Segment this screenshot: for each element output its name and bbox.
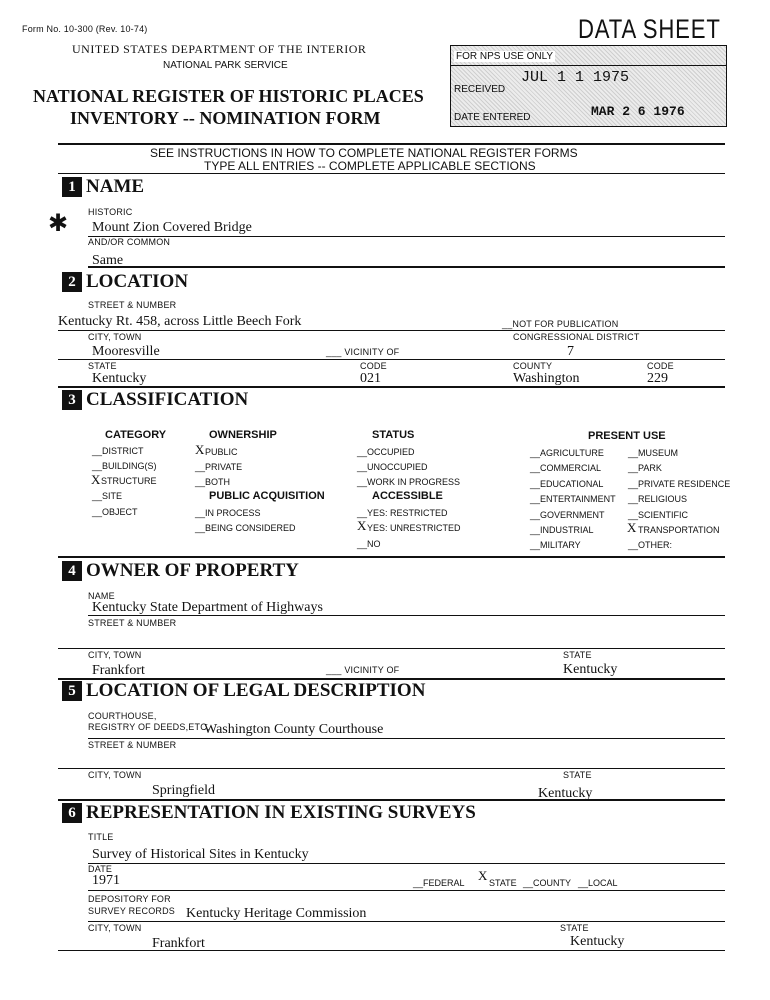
use-commercial[interactable]: __COMMERCIAL bbox=[530, 463, 602, 473]
use-scientific[interactable]: __SCIENTIFIC bbox=[628, 510, 689, 520]
survey-title: Survey of Historical Sites in Kentucky bbox=[92, 847, 309, 862]
survey-date-label: DATE bbox=[88, 864, 113, 874]
depository-value: Kentucky Heritage Commission bbox=[186, 906, 367, 921]
location-county: Washington bbox=[513, 371, 580, 386]
owner-state: Kentucky bbox=[563, 662, 618, 677]
own-public-mark: X bbox=[195, 442, 205, 457]
cat-district[interactable]: __DISTRICT bbox=[92, 446, 144, 456]
service: NATIONAL PARK SERVICE bbox=[163, 60, 288, 71]
level-state-mark: X bbox=[478, 868, 488, 883]
cat-object[interactable]: __OBJECT bbox=[92, 507, 138, 517]
date-entered-label: DATE ENTERED bbox=[454, 112, 531, 123]
form-title-line1: NATIONAL REGISTER OF HISTORIC PLACES bbox=[33, 86, 424, 106]
survey-state: Kentucky bbox=[570, 934, 625, 949]
status-occupied[interactable]: __OCCUPIED bbox=[357, 447, 415, 457]
use-agriculture[interactable]: __AGRICULTURE bbox=[530, 448, 604, 458]
form-number: Form No. 10-300 (Rev. 10-74) bbox=[22, 24, 148, 34]
received-label: RECEIVED bbox=[454, 84, 506, 95]
own-public[interactable]: PUBLIC bbox=[205, 447, 238, 457]
own-both[interactable]: __BOTH bbox=[195, 477, 231, 487]
survey-city-label: CITY, TOWN bbox=[88, 923, 142, 933]
acc-yes-restricted[interactable]: __YES: RESTRICTED bbox=[357, 508, 448, 518]
owner-state-label: STATE bbox=[563, 650, 592, 660]
state-label: STATE bbox=[88, 361, 117, 371]
owner-name: Kentucky State Department of Highways bbox=[92, 600, 323, 615]
acq-being-considered[interactable]: __BEING CONSIDERED bbox=[195, 523, 296, 533]
common-name: Same bbox=[92, 253, 124, 268]
legal-street-label: STREET & NUMBER bbox=[88, 740, 177, 750]
accessible-header: ACCESSIBLE bbox=[372, 490, 443, 502]
owner-city-label: CITY, TOWN bbox=[88, 650, 142, 660]
vicinity-of: ___ VICINITY OF bbox=[326, 347, 400, 357]
legal-city-label: CITY, TOWN bbox=[88, 770, 142, 780]
section-6-heading: 6 REPRESENTATION IN EXISTING SURVEYS bbox=[62, 803, 476, 823]
courthouse-label: COURTHOUSE, bbox=[88, 711, 157, 721]
present-use-header: PRESENT USE bbox=[588, 430, 666, 442]
ownership-header: OWNERSHIP bbox=[209, 429, 277, 441]
location-street: Kentucky Rt. 458, across Little Beech Fork bbox=[58, 314, 302, 329]
section-1-heading: 1 NAME bbox=[62, 177, 144, 197]
use-educational[interactable]: __EDUCATIONAL bbox=[530, 479, 604, 489]
owner-street-label: STREET & NUMBER bbox=[88, 618, 177, 628]
congressional-district-value: 7 bbox=[567, 344, 574, 359]
use-religious[interactable]: __RELIGIOUS bbox=[628, 494, 688, 504]
date-entered-value: MAR 2 6 1976 bbox=[591, 104, 685, 119]
acc-yes-unrestricted-mark: X bbox=[357, 518, 367, 533]
historic-label: HISTORIC bbox=[88, 207, 133, 217]
location-state: Kentucky bbox=[92, 371, 147, 386]
use-industrial[interactable]: __INDUSTRIAL bbox=[530, 525, 594, 535]
survey-state-label: STATE bbox=[560, 923, 589, 933]
county-code-label: CODE bbox=[647, 361, 674, 371]
common-label: AND/OR COMMON bbox=[88, 237, 171, 247]
cat-structure[interactable]: STRUCTURE bbox=[101, 476, 157, 486]
use-transportation[interactable]: TRANSPORTATION bbox=[638, 525, 720, 535]
city-label: CITY, TOWN bbox=[88, 332, 142, 342]
owner-vicinity-of: ___ VICINITY OF bbox=[326, 665, 400, 675]
owner-city: Frankfort bbox=[92, 663, 145, 678]
legal-city: Springfield bbox=[152, 783, 215, 798]
nps-use-box bbox=[450, 45, 727, 127]
location-city: Mooresville bbox=[92, 344, 160, 359]
own-private[interactable]: __PRIVATE bbox=[195, 462, 243, 472]
use-entertainment[interactable]: __ENTERTAINMENT bbox=[530, 494, 616, 504]
congressional-district-label: CONGRESSIONAL DISTRICT bbox=[513, 332, 640, 342]
form-title-line2: INVENTORY -- NOMINATION FORM bbox=[70, 108, 381, 128]
level-county[interactable]: __COUNTY bbox=[523, 878, 572, 888]
state-code: 021 bbox=[360, 371, 381, 386]
registry-label: REGISTRY OF DEEDS,ETC. bbox=[88, 722, 210, 732]
county-code: 229 bbox=[647, 371, 668, 386]
use-transportation-mark: X bbox=[627, 520, 637, 535]
depository-label: DEPOSITORY FOR bbox=[88, 894, 171, 904]
nps-label: FOR NPS USE ONLY bbox=[456, 51, 554, 62]
level-federal[interactable]: __FEDERAL bbox=[413, 878, 465, 888]
department: UNITED STATES DEPARTMENT OF THE INTERIOR bbox=[72, 42, 367, 56]
street-label: STREET & NUMBER bbox=[88, 300, 177, 310]
status-unoccupied[interactable]: __UNOCCUPIED bbox=[357, 462, 428, 472]
cat-structure-mark: X bbox=[91, 472, 101, 487]
use-private-residence[interactable]: __PRIVATE RESIDENCE bbox=[628, 479, 731, 489]
acc-no[interactable]: __NO bbox=[357, 539, 381, 549]
section-3-heading: 3 CLASSIFICATION bbox=[62, 390, 248, 410]
historic-name: Mount Zion Covered Bridge bbox=[92, 220, 252, 235]
instructions-line2: TYPE ALL ENTRIES -- COMPLETE APPLICABLE SECTIONS bbox=[204, 159, 536, 173]
code-label: CODE bbox=[360, 361, 387, 371]
acc-yes-unrestricted[interactable]: YES: UNRESTRICTED bbox=[367, 523, 461, 533]
use-military[interactable]: __MILITARY bbox=[530, 540, 581, 550]
asterisk-mark-icon: ✱ bbox=[48, 211, 69, 237]
courthouse-value: Washington County Courthouse bbox=[204, 722, 384, 737]
instructions-line1: SEE INSTRUCTIONS IN HOW TO COMPLETE NATIONAL REGISTER FORMS bbox=[150, 146, 578, 160]
level-local[interactable]: __LOCAL bbox=[578, 878, 618, 888]
received-date: JUL 1 1 1975 bbox=[521, 69, 630, 86]
category-header: CATEGORY bbox=[105, 429, 167, 441]
acq-in-process[interactable]: __IN PROCESS bbox=[195, 508, 261, 518]
level-state[interactable]: STATE bbox=[489, 878, 517, 888]
legal-state: Kentucky bbox=[538, 786, 593, 801]
not-for-publication: __NOT FOR PUBLICATION bbox=[502, 319, 619, 329]
use-government[interactable]: __GOVERNMENT bbox=[530, 510, 605, 520]
section-5-heading: 5 LOCATION OF LEGAL DESCRIPTION bbox=[62, 681, 425, 701]
survey-date: 1971 bbox=[92, 873, 120, 888]
use-park[interactable]: __PARK bbox=[628, 463, 662, 473]
use-other[interactable]: __OTHER: bbox=[628, 540, 673, 550]
survey-city: Frankfort bbox=[152, 936, 205, 951]
survey-title-label: TITLE bbox=[88, 832, 114, 842]
county-label: COUNTY bbox=[513, 361, 553, 371]
data-sheet-stamp: DATA SHEET bbox=[578, 14, 721, 44]
cat-buildings[interactable]: __BUILDING(S) bbox=[92, 461, 157, 471]
section-2-heading: 2 LOCATION bbox=[62, 272, 188, 292]
section-4-heading: 4 OWNER OF PROPERTY bbox=[62, 561, 299, 581]
public-acquisition-header: PUBLIC ACQUISITION bbox=[209, 490, 325, 502]
use-museum[interactable]: __MUSEUM bbox=[628, 448, 679, 458]
status-work-in-progress[interactable]: __WORK IN PROGRESS bbox=[357, 477, 461, 487]
survey-records-label: SURVEY RECORDS bbox=[88, 906, 175, 916]
owner-name-label: NAME bbox=[88, 591, 115, 601]
legal-state-label: STATE bbox=[563, 770, 592, 780]
cat-site[interactable]: __SITE bbox=[92, 491, 123, 501]
status-header: STATUS bbox=[372, 429, 415, 441]
